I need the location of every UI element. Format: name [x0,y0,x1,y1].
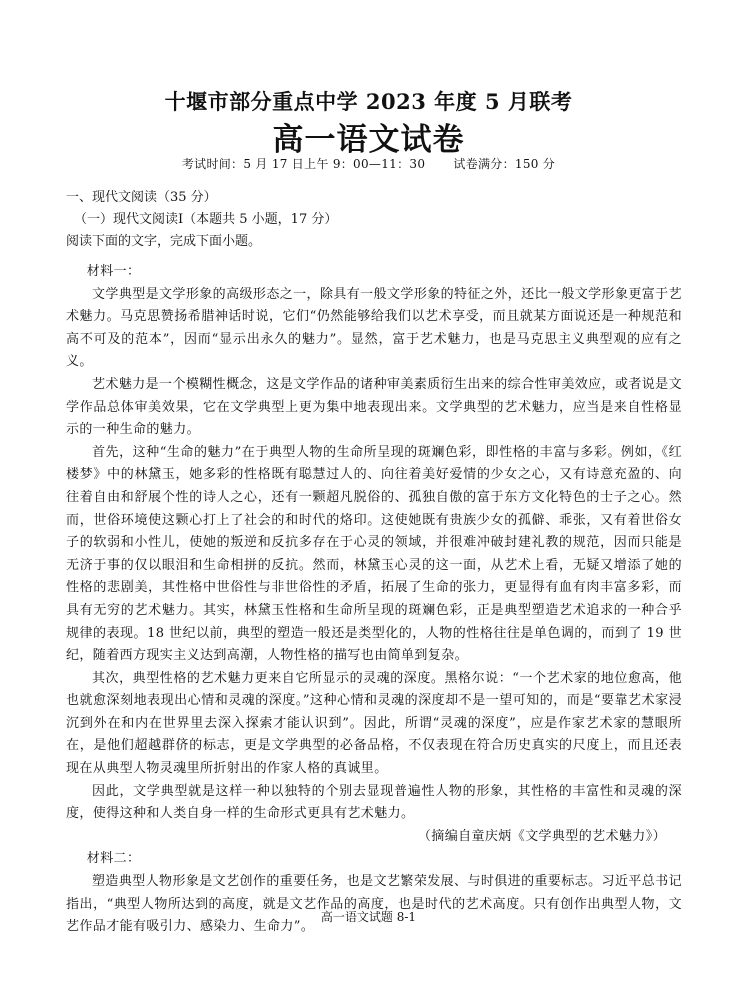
exam-title: 十堰市部分重点中学 2023 年度 5 月联考 [164,89,573,114]
section-subheading: （一）现代文阅读Ⅰ（本题共 5 小题，17 分） [74,212,338,227]
section-instruction: 阅读下面的文字，完成下面小题。 [66,234,262,249]
passage-paragraph: 塑造典型人物形象是文艺创作的重要任务，也是文艺繁荣发展、与时俱进的重要标志。习近平总书记指出，“典型人物所达到的高度，就是文艺作品的高度，也是时代的艺术高度。只有创作出典型人物，文艺作品才能有吸引力、感染力、生命力”。 [66,874,682,935]
page-footer: 高一语文试题 8-1 [320,910,417,924]
passage-source: （摘编自童庆炳《文学典型的艺术魅力》） [417,828,666,844]
reading-passage [66,261,682,939]
passage-paragraph: 因此，文学典型就是这样一种以独特的个别去显现普遍性人物的形象，其性格的丰富性和灵魂的深度，使得这种和人类自身一样的生命形式更具有艺术魅力。 [66,783,682,822]
material2-label: 材料二： [86,851,141,867]
exam-subtitle: 高一语文试卷 [272,122,465,158]
passage-paragraph: 首先，这种“生命的魅力”在于典型人物的生命所呈现的斑斓色彩，即性格的丰富与多彩。例如，《红楼梦》中的林黛玉，她多彩的性格既有聪慧过人的、向往着美好爱情的少女之心，又有诗意充盈的、向往着自由和舒展个性的诗人之心，还有一颗超凡脱俗的、孤独自傲的富于东方文化特色的士子之心。然而，世俗环境使这颗心打上了社会的和时代的烙印。这使她既有贵族少女的孤僻、乖张，又有着世俗女子的软弱和小性儿，使她的叛逆和反抗多存在于心灵的领域，并很难冲破封建礼教的规范，因而只能是无济于事的仅以眼泪和生命相拼的反抗。然而，林黛玉心灵的这一面，从艺术上看，无疑又增添了她的性格的悲剧美，其性格中世俗性与非世俗性的矛盾，拓展了生命的张力，更显得有血有肉丰富多彩，而具有无穷的艺术魅力。其实，林黛玉性格和生命所呈现的斑斓色彩，正是典型塑造艺术追求的一种合乎规律的表现。18 世纪以前，典型的塑造一般还是类型化的，人物的性格往往是单色调的，而到了 19 世纪，随着西方现实主义达到高潮，人物性格的描写也由简单到复杂。 [66,444,682,664]
passage-paragraph: 艺术魅力是一个模糊性概念，这是文学作品的诸种审美素质衍生出来的综合性审美效应，或者说是文学作品总体审美效果，它在文学典型上更为集中地表现出来。文学典型的艺术魅力，应当是来自性格显示的一种生命的魅力。 [66,376,682,438]
passage-paragraph: 文学典型是文学形象的高级形态之一，除具有一般文学形象的特征之外，还比一般文学形象更富于艺术魅力。马克思赞扬希腊神话时说，它们“仍然能够给我们以艺术享受，而且就某方面说还是一种规范和高不可及的范本”，因而“显示出永久的魅力”。显然，富于艺术魅力，也是马克思主义典型观的应有之义。 [66,286,682,370]
passage-paragraph: 其次，典型性格的艺术魅力更来自它所显示的灵魂的深度。黑格尔说：“一个艺术家的地位愈高，他也就愈深刻地表现出心情和灵魂的深度。”这种心情和灵魂的深度却不是一望可知的，而是“要靠艺术家浸沉到外在和内在世界里去深入探索才能认识到”。因此，所谓“灵魂的深度”，应是作家艺术家的慧眼所在，是他们超越群侪的标志，更是文学典型的必备品格，不仅表现在符合历史真实的尺度上，而且还表现在从典型人物灵魂里所折射出的作家人格的真诚里。 [66,670,682,777]
full-score: 试卷满分：150 分 [453,157,556,171]
exam-meta [0,155,737,172]
exam-time: 考试时间：5 月 17 日上午 9：00—11：30 [181,157,426,171]
material1-label: 材料一： [86,264,141,279]
section-heading: 一、现代文阅读（35 分） [66,190,217,205]
